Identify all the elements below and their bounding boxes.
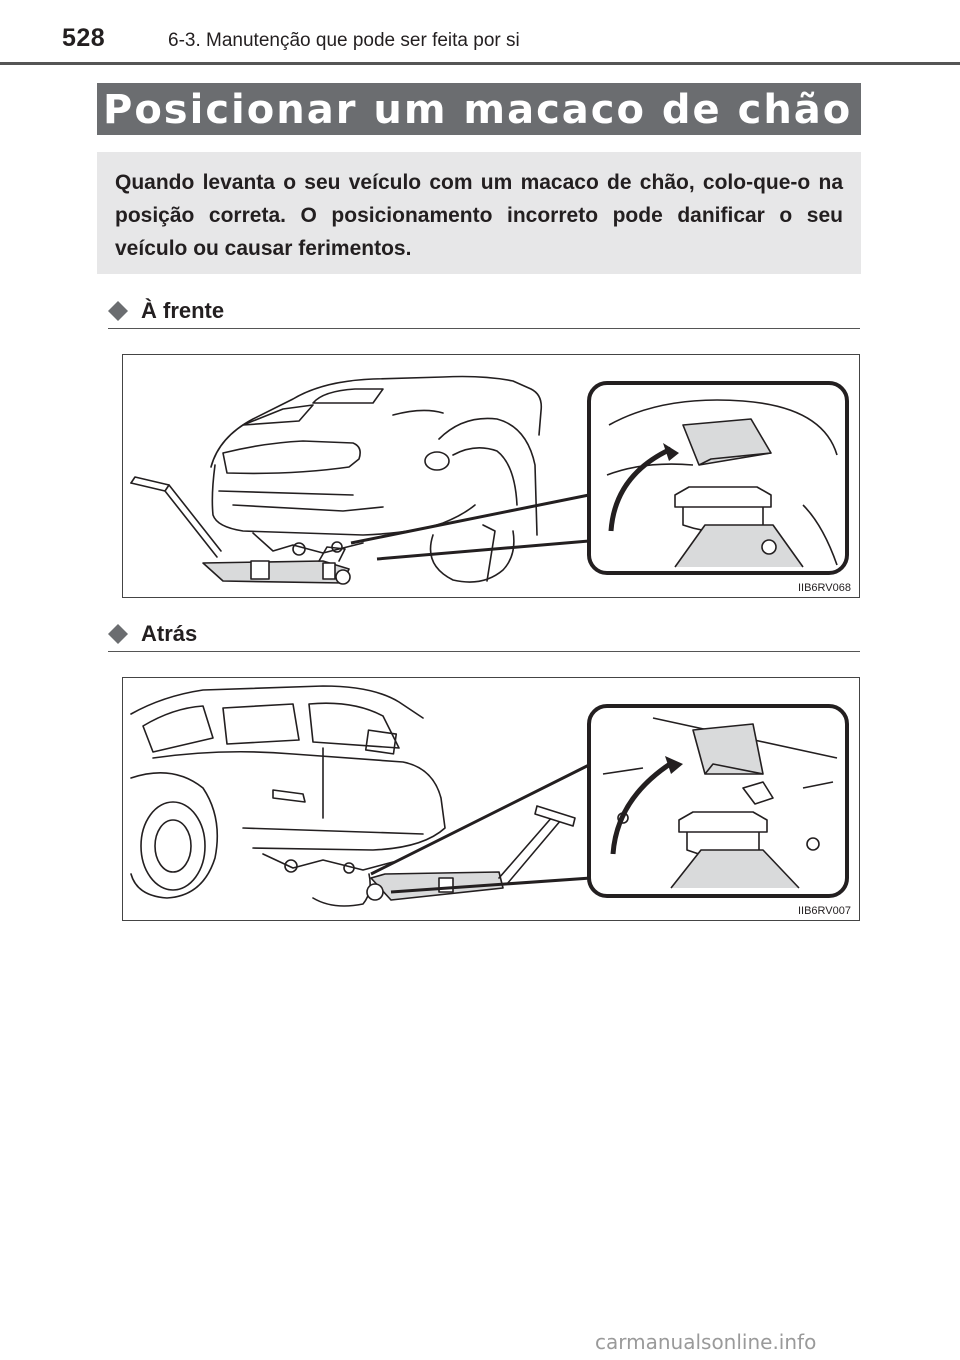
figure-rear-jack-position: [122, 677, 860, 921]
section-heading-front: [108, 298, 860, 322]
section-heading-label: Atrás: [141, 621, 198, 646]
section-heading-label: À frente: [141, 298, 225, 323]
figure-code: IIB6RV068: [797, 582, 851, 594]
page-number: 528: [62, 24, 106, 52]
intro-text: Quando levanta o seu veículo com um macaco de chão, colo-que-o na posição correta. O posicionamento incorreto pode danificar o seu veículo ou causar ferimentos.: [115, 171, 843, 260]
page-title: Posicionar um macaco de chão: [103, 87, 853, 133]
rear-jack-illustration: [123, 678, 859, 920]
title-bar: [97, 83, 861, 135]
watermark: carmanualsonline.info: [595, 1330, 817, 1354]
section-rule: [108, 651, 860, 652]
diamond-bullet-icon: [108, 624, 128, 644]
figure-code: IIB6RV007: [797, 905, 851, 917]
intro-box: [97, 152, 861, 274]
figure-front-jack-position: [122, 354, 860, 598]
running-head: 6-3. Manutenção que pode ser feita por si: [168, 30, 520, 51]
header-rule: [0, 62, 960, 65]
section-heading-rear: [108, 621, 860, 645]
front-jack-illustration: [123, 355, 859, 597]
diamond-bullet-icon: [108, 301, 128, 321]
section-rule: [108, 328, 860, 329]
